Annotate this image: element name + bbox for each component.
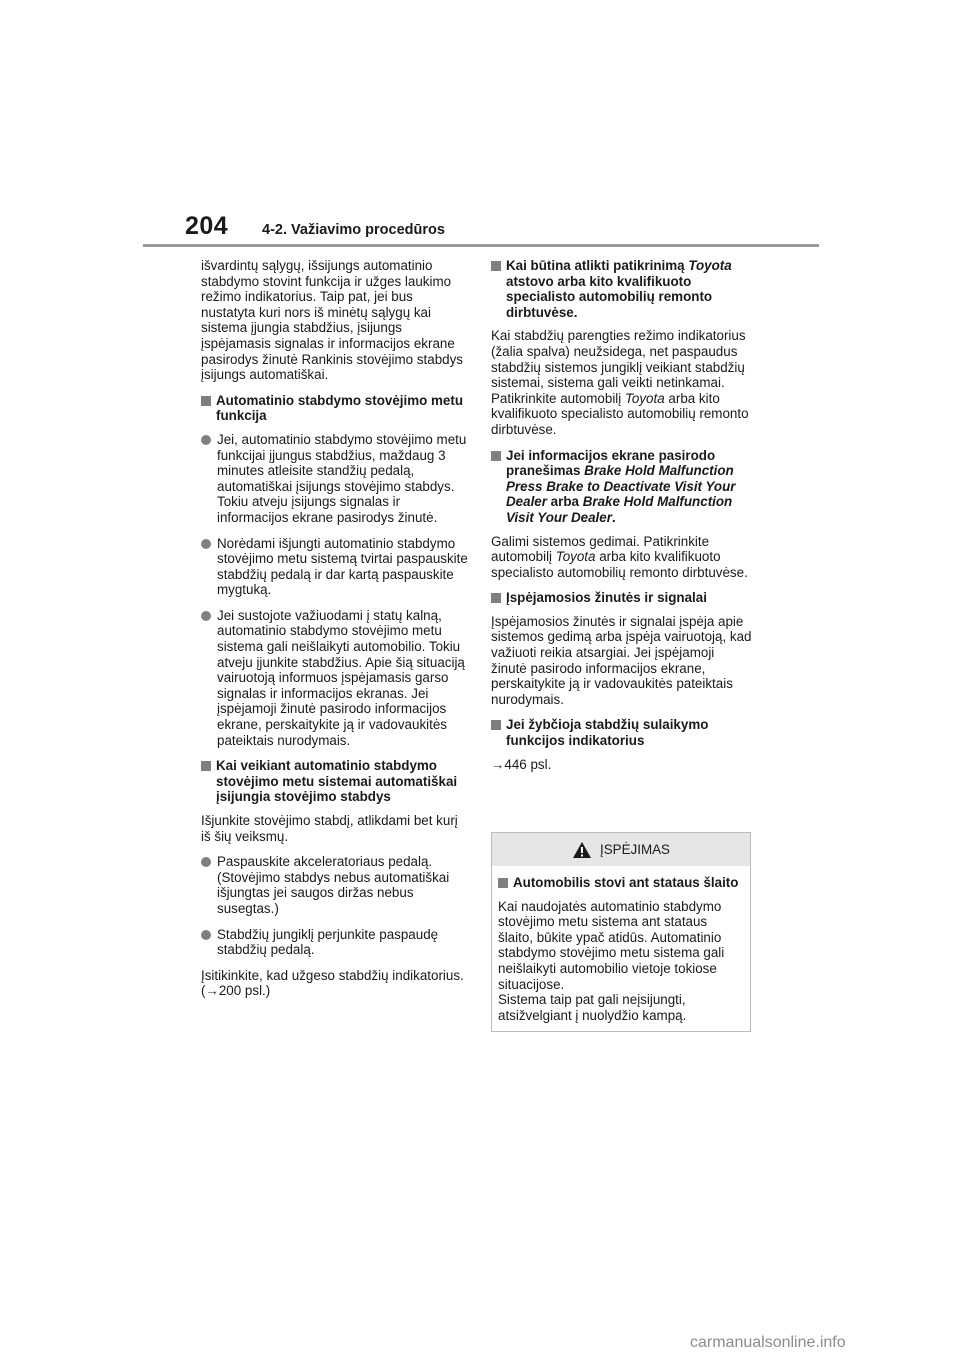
warning-heading [498,875,745,891]
paragraph [201,968,469,999]
brand-name: Toyota [555,549,596,565]
list-item-text: Jei sustojote važiuodami į statų kalną, automatinio stabdymo stovėjimo metu sistema gali neišlaikyti automobilio. Tokiu atveju įjunkite stabdžius. Apie šią situaciją vairuotoją informuos įspėjamasis garso signalas ir informacijos ekranas. Jei įspėjamoji žinutė pasirodo informacijos ekrane, perskaitykite ją ir vadovaukitės pateiktais nurodymais. [217,607,465,748]
section-heading [491,258,753,320]
round-bullet-icon [201,611,211,621]
square-bullet-icon [201,396,211,406]
square-bullet-icon [491,720,501,730]
list-item [201,536,469,598]
section-heading [201,393,469,424]
display-message: Brake Hold Malfunction Press Brake to Deactivate Visit Your Dealer [506,463,736,510]
watermark: carmanualsonline.info [690,1334,846,1351]
brand-name: Toyota [688,258,732,273]
display-message: Brake Hold Malfunction Visit Your Dealer [506,494,733,525]
intro-paragraph: išvardintų sąlygų, išsijungs automatinio stabdymo stovint funkcija ir užges laukimo režimo indikatorius. Taip pat, jei bus nustatyta kuri nors iš minėtų sąlygų kai sistema įjungia stabdžius, įsijungs įspėjamasis signalas ir informacijos ekrane pasirodys žinutė Rankinis stovėjimo stabdys įsijungs automatiškai. [201,258,463,383]
page-ref: 446 psl. [504,756,552,772]
warning-paragraph: Kai naudojatės automatinio stabdymo stovėjimo metu sistema ant stataus šlaito, būkite ypač atidūs. Automatinio stabdymo stovėjimo metu sistema gali neišlaikyti automobilio vietoje tokiose situacijose. [498,898,725,992]
paragraph [491,534,753,581]
heading-text-part: arba [546,494,583,510]
page-ref-arrow: → [205,983,219,999]
heading-text-part: . [611,509,616,525]
list-item-text: Stabdžių jungiklį perjunkite paspaudę stabdžių pedalą. [217,926,439,958]
section-heading [491,717,753,748]
right-column [491,258,753,782]
section-heading [491,448,753,526]
paragraph-text: arba kito kvalifikuoto specialisto automobilių remonto dirbtuvėse. [491,390,749,437]
header-divider [143,244,819,247]
square-bullet-icon [491,451,501,461]
page-ref-arrow: → [491,756,505,772]
round-bullet-icon [201,857,211,867]
list-item [201,854,469,916]
page-header [185,212,445,241]
square-bullet-icon [491,593,501,603]
section-heading [491,590,753,606]
warning-triangle-icon [572,841,592,859]
paragraph-text: arba kito kvalifikuoto specialisto automobilių remonto dirbtuvėse. [491,549,748,580]
paragraph-text: Galimi sistemos gedimai. Patikrinkite automobilį [491,533,710,565]
page-ref: 200 psl.) [218,983,271,999]
list-item [201,927,469,958]
round-bullet-icon [201,930,211,940]
heading-text: Automobilis stovi ant stataus šlaito [513,875,739,890]
warning-box [491,832,751,1032]
paragraph-text: Kai stabdžių parengties režimo indikatorius (žalia spalva) neužsidega, net paspaudus stabdžių sistemos jungiklį veikiant stabdžių sistemai, sistema gali veikti netinkamai. Patikrinkite automobilį [491,328,746,406]
warning-header [492,833,750,866]
paragraph: Išjunkite stovėjimo stabdį, atlikdami bet kurį iš šių veiksmų. [201,813,458,844]
heading-text: Įspėjamosios žinutės ir signalai [506,590,707,606]
heading-text: Automatinio stabdymo stovėjimo metu funkcija [216,392,464,424]
warning-body [492,866,750,1031]
page-reference [491,757,753,773]
list-item [201,432,469,526]
heading-text-part: Kai būtina atlikti patikrinimą [506,258,689,273]
list-item-text: Paspauskite akceleratoriaus pedalą. (Stovėjimo stabdys nebus automatiškai išjungtas jei saugos diržas nebus susegtas.) [217,854,450,916]
square-bullet-icon [491,261,501,271]
heading-text [506,448,753,526]
page-number: 204 [185,212,229,240]
round-bullet-icon [201,539,211,549]
section-heading [201,758,469,805]
heading-text: Jei žybčioja stabdžių sulaikymo funkcijos indikatorius [506,717,709,749]
heading-text [506,258,753,320]
warning-title: ĮSPĖJIMAS [600,842,670,857]
list-item-text: Norėdami išjungti automatinio stabdymo stovėjimo metu sistemą tvirtai paspauskite stabdžių pedalą ir dar kartą paspauskite mygtuką. [217,535,468,598]
paragraph-text: Įsitikinkite, kad užgeso stabdžių indikatorius. ( [201,967,464,999]
paragraph [491,328,753,437]
heading-text-part: atstovo arba kito kvalifikuoto specialisto automobilių remonto dirbtuvėse. [506,273,713,320]
warning-paragraph: Sistema taip pat gali neįsijungti, atsižvelgiant į nuolydžio kampą. [498,992,687,1023]
round-bullet-icon [201,435,211,445]
left-column [201,258,469,1009]
heading-text: Kai veikiant automatinio stabdymo stovėjimo metu sistemai automatiškai įsijungia stovėjimo stabdys [216,758,458,805]
list-item-text: Jei, automatinio stabdymo stovėjimo metu funkcijai įjungus stabdžius, maždaug 3 minutes atleisite standžių pedalą, automatiškai įsijungs stovėjimo stabdys. Tokiu atveju įsijungs signalas ir informacijos ekrane pasirodys žinutė. [217,431,467,525]
section-title: 4-2. Važiavimo procedūros [262,222,445,238]
list-item [201,608,469,748]
square-bullet-icon [201,761,211,771]
paragraph: Įspėjamosios žinutės ir signalai įspėja apie sistemos gedimą arba įspėja vairuotoją, kad važiuoti reikia atsargiai. Jei įspėjamoji žinutė pasirodo informacijos ekrane, perskaitykite ją ir vadovaukitės pateiktais nurodymais. [491,613,752,707]
heading-text-part: Jei informacijos ekrane pasirodo pranešimas [506,447,716,479]
brand-name: Toyota [624,390,665,406]
square-bullet-icon [498,878,508,888]
